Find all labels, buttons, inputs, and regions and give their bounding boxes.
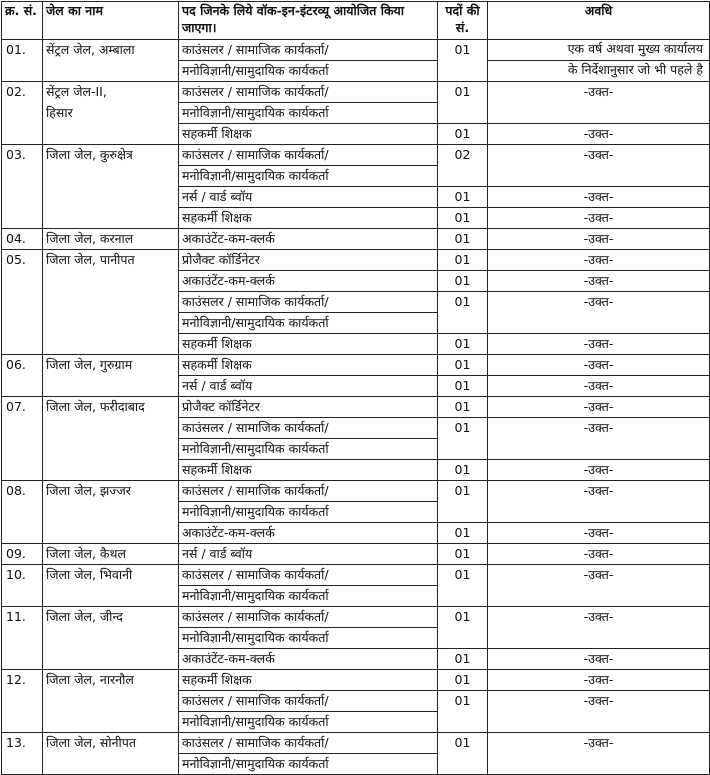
post-cell: काउंसलर / सामाजिक कार्यकर्ता/	[179, 82, 438, 103]
post-cell: सहकर्मी शिक्षक	[179, 208, 438, 229]
table-row	[2, 40, 710, 61]
post-cell-line2: मनोविज्ञानी/सामुदायिक कार्यकर्ता	[179, 166, 438, 187]
duration-cell: -उक्त-	[488, 229, 710, 250]
post-cell-line2: मनोविज्ञानी/सामुदायिक कार्यकर्ता	[179, 103, 438, 124]
serial-cell: 06.	[2, 355, 43, 397]
serial-cell: 09.	[2, 544, 43, 565]
table-row	[2, 145, 710, 166]
table-row	[2, 733, 710, 754]
duration-cell: -उक्त-	[488, 376, 710, 397]
serial-cell: 10.	[2, 565, 43, 607]
header-serial: क्र. सं.	[2, 2, 43, 40]
duration-cell: -उक्त-	[488, 355, 710, 376]
count-cell: 01	[438, 250, 488, 271]
count-cell: 01	[438, 40, 488, 82]
table-row	[2, 229, 710, 250]
post-cell-line2: मनोविज्ञानी/सामुदायिक कार्यकर्ता	[179, 712, 438, 733]
jail-name-cell: जिला जेल, पानीपत	[43, 250, 179, 355]
duration-cell: एक वर्ष अथवा मुख्य कार्यालय	[488, 40, 710, 61]
count-cell: 01	[438, 733, 488, 775]
serial-cell: 01.	[2, 40, 43, 82]
post-cell: प्रोजैक्ट कॉर्डिनेटर	[179, 397, 438, 418]
duration-cell: -उक्त-	[488, 82, 710, 124]
post-cell: काउंसलर / सामाजिक कार्यकर्ता/	[179, 607, 438, 628]
duration-cell: -उक्त-	[488, 145, 710, 187]
header-jail-name: जेल का नाम	[43, 2, 179, 40]
post-cell-line2: मनोविज्ञानी/सामुदायिक कार्यकर्ता	[179, 61, 438, 82]
duration-cell: -उक्त-	[488, 250, 710, 271]
count-cell: 01	[438, 187, 488, 208]
serial-cell: 13.	[2, 733, 43, 775]
table-row	[2, 250, 710, 271]
post-cell-line2: मनोविज्ञानी/सामुदायिक कार्यकर्ता	[179, 502, 438, 523]
table-row	[2, 565, 710, 586]
count-cell: 01	[438, 208, 488, 229]
jail-name-cell: जिला जेल, जीन्द	[43, 607, 179, 670]
duration-cell-line2: के निर्देशानुसार जो भी पहले है	[488, 61, 710, 82]
header-count: पदों की सं.	[438, 2, 488, 40]
jail-name-cell: सेंट्रल जेल-II,	[43, 82, 179, 103]
serial-cell: 05.	[2, 250, 43, 355]
jail-name-cell: जिला जेल, भिवानी	[43, 565, 179, 607]
duration-cell: -उक्त-	[488, 670, 710, 691]
count-cell: 01	[438, 292, 488, 334]
jail-name-cell: जिला जेल, फरीदाबाद	[43, 397, 179, 481]
duration-cell: -उक्त-	[488, 418, 710, 460]
duration-cell: -उक्त-	[488, 523, 710, 544]
post-cell-line2: मनोविज्ञानी/सामुदायिक कार्यकर्ता	[179, 439, 438, 460]
post-cell: अकाउंटेंट-कम-क्लर्क	[179, 523, 438, 544]
count-cell: 01	[438, 124, 488, 145]
duration-cell: -उक्त-	[488, 187, 710, 208]
table-row	[2, 82, 710, 103]
duration-cell: -उक्त-	[488, 565, 710, 607]
jail-name-cell: सेंट्रल जेल, अम्बाला	[43, 40, 179, 82]
post-cell: सहकर्मी शिक्षक	[179, 460, 438, 481]
count-cell: 01	[438, 481, 488, 523]
count-cell: 01	[438, 607, 488, 649]
table-row	[2, 397, 710, 418]
post-cell: नर्स / वार्ड ब्वॉय	[179, 544, 438, 565]
header-duration: अवधि	[488, 2, 710, 40]
serial-cell: 08.	[2, 481, 43, 544]
table-row	[2, 544, 710, 565]
count-cell: 01	[438, 376, 488, 397]
count-cell: 01	[438, 649, 488, 670]
count-cell: 01	[438, 460, 488, 481]
post-cell: नर्स / वार्ड ब्वॉय	[179, 187, 438, 208]
serial-cell: 11.	[2, 607, 43, 670]
post-cell: सहकर्मी शिक्षक	[179, 355, 438, 376]
count-cell: 01	[438, 544, 488, 565]
count-cell: 01	[438, 565, 488, 607]
duration-cell: -उक्त-	[488, 481, 710, 523]
post-cell: अकाउंटेंट-कम-क्लर्क	[179, 649, 438, 670]
post-cell: काउंसलर / सामाजिक कार्यकर्ता/	[179, 565, 438, 586]
count-cell: 01	[438, 82, 488, 124]
post-cell: नर्स / वार्ड ब्वॉय	[179, 376, 438, 397]
duration-cell: -उक्त-	[488, 124, 710, 145]
duration-cell: -उक्त-	[488, 292, 710, 334]
post-cell: काउंसलर / सामाजिक कार्यकर्ता/	[179, 40, 438, 61]
duration-cell: -उक्त-	[488, 334, 710, 355]
post-cell: काउंसलर / सामाजिक कार्यकर्ता/	[179, 481, 438, 502]
post-cell-line2: मनोविज्ञानी/सामुदायिक कार्यकर्ता	[179, 628, 438, 649]
count-cell: 02	[438, 145, 488, 187]
post-cell: अकाउंटेंट-कम-क्लर्क	[179, 271, 438, 292]
duration-cell: -उक्त-	[488, 649, 710, 670]
table-row	[2, 607, 710, 628]
walk-in-interview-table	[1, 1, 710, 775]
duration-cell: -उक्त-	[488, 544, 710, 565]
serial-cell: 03.	[2, 145, 43, 229]
post-cell: सहकर्मी शिक्षक	[179, 670, 438, 691]
table-row	[2, 481, 710, 502]
duration-cell: -उक्त-	[488, 733, 710, 775]
post-cell-line2: मनोविज्ञानी/सामुदायिक कार्यकर्ता	[179, 313, 438, 334]
count-cell: 01	[438, 418, 488, 460]
post-cell: सहकर्मी शिक्षक	[179, 124, 438, 145]
serial-cell: 12.	[2, 670, 43, 733]
duration-cell: -उक्त-	[488, 691, 710, 733]
duration-cell: -उक्त-	[488, 271, 710, 292]
post-cell: काउंसलर / सामाजिक कार्यकर्ता/	[179, 145, 438, 166]
table-row	[2, 670, 710, 691]
count-cell: 01	[438, 670, 488, 691]
table-header-row	[2, 2, 710, 40]
header-post: पद जिनके लिये वॉक-इन-इंटरव्यू आयोजित किया जाएगा।	[179, 2, 438, 40]
post-cell-line2: मनोविज्ञानी/सामुदायिक कार्यकर्ता	[179, 754, 438, 775]
count-cell: 01	[438, 271, 488, 292]
serial-cell: 04.	[2, 229, 43, 250]
post-cell: अकाउंटेंट-कम-क्लर्क	[179, 229, 438, 250]
count-cell: 01	[438, 397, 488, 418]
table-row	[2, 355, 710, 376]
jail-name-cell: जिला जेल, करनाल	[43, 229, 179, 250]
jail-name-cell: जिला जेल, कैथल	[43, 544, 179, 565]
serial-cell: 07.	[2, 397, 43, 481]
duration-cell: -उक्त-	[488, 460, 710, 481]
duration-cell: -उक्त-	[488, 208, 710, 229]
count-cell: 01	[438, 523, 488, 544]
post-cell: काउंसलर / सामाजिक कार्यकर्ता/	[179, 691, 438, 712]
jail-name-cell: जिला जेल, सोनीपत	[43, 733, 179, 775]
count-cell: 01	[438, 229, 488, 250]
post-cell-line2: मनोविज्ञानी/सामुदायिक कार्यकर्ता	[179, 586, 438, 607]
count-cell: 01	[438, 334, 488, 355]
post-cell: सहकर्मी शिक्षक	[179, 334, 438, 355]
duration-cell: -उक्त-	[488, 397, 710, 418]
jail-name-cell: जिला जेल, झज्जर	[43, 481, 179, 544]
post-cell: प्रोजैक्ट कॉर्डिनेटर	[179, 250, 438, 271]
jail-name-cell-line2: हिसार	[43, 103, 179, 145]
post-cell: काउंसलर / सामाजिक कार्यकर्ता/	[179, 733, 438, 754]
jail-name-cell: जिला जेल, नारनौल	[43, 670, 179, 733]
duration-cell: -उक्त-	[488, 607, 710, 649]
jail-name-cell: जिला जेल, कुरुक्षेत्र	[43, 145, 179, 229]
serial-cell: 02.	[2, 82, 43, 145]
count-cell: 01	[438, 691, 488, 733]
post-cell: काउंसलर / सामाजिक कार्यकर्ता/	[179, 418, 438, 439]
count-cell: 01	[438, 355, 488, 376]
jail-name-cell: जिला जेल, गुरुग्राम	[43, 355, 179, 397]
post-cell: काउंसलर / सामाजिक कार्यकर्ता/	[179, 292, 438, 313]
